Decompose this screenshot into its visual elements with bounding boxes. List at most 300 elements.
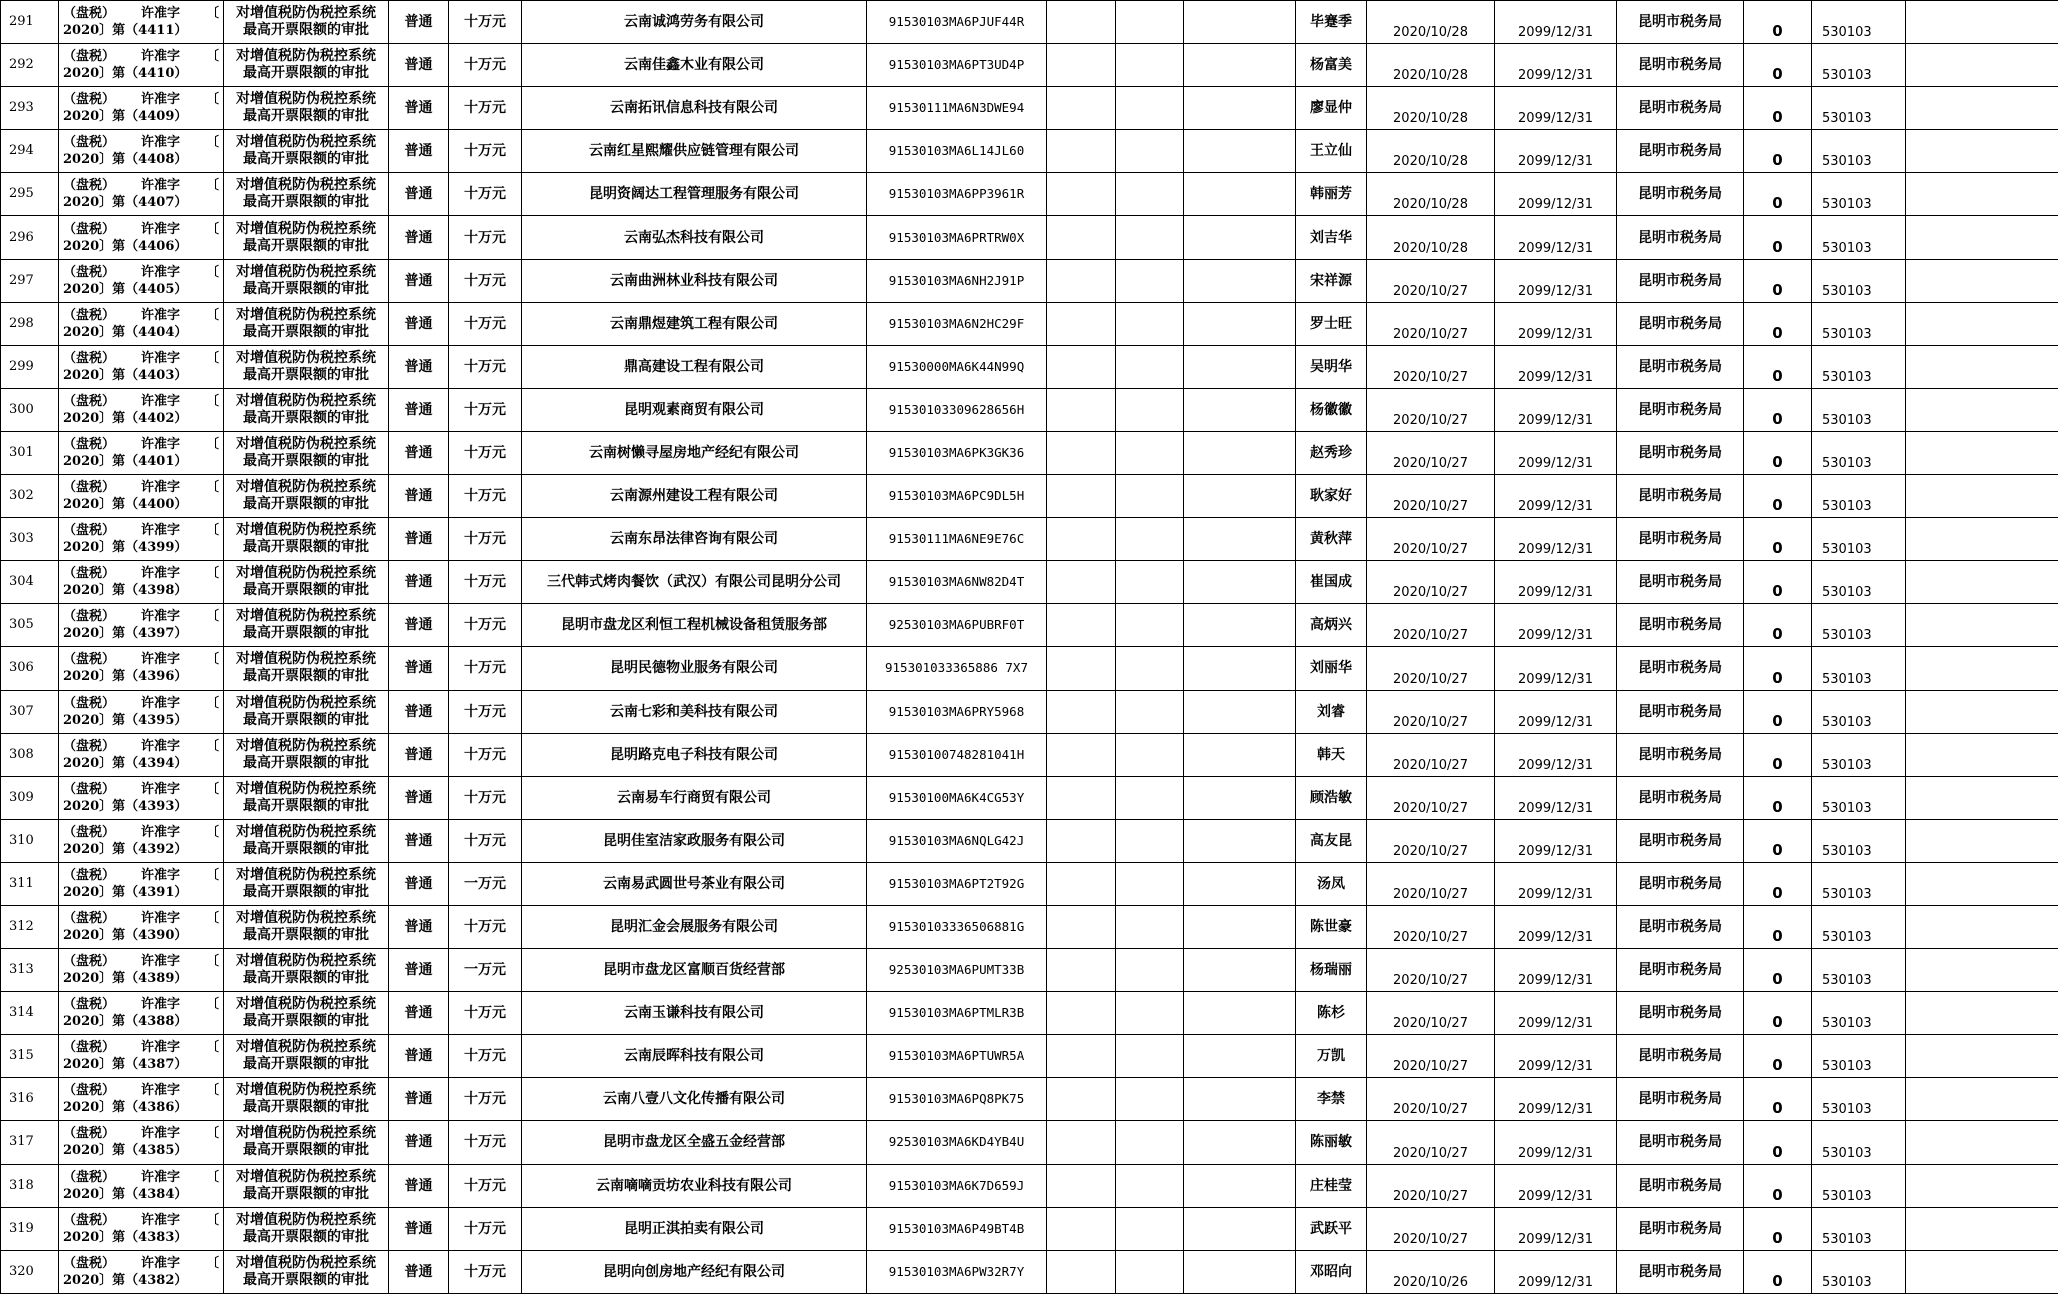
company-name: 昆明观素商贸有限公司 — [522, 388, 867, 431]
empty-cell — [1184, 518, 1296, 561]
legal-representative: 赵秀珍 — [1296, 431, 1367, 474]
approval-item: 对增值税防伪税控系统 最高开票限额的审批 — [224, 819, 389, 862]
approval-type: 普通 — [389, 776, 449, 819]
credit-code: 91530103MA6PRTRW0X — [867, 216, 1047, 259]
row-number: 317 — [1, 1121, 59, 1164]
region-code: 530103 — [1812, 302, 1906, 345]
status-code: 0 — [1744, 561, 1812, 604]
empty-cell — [1047, 1164, 1116, 1207]
empty-cell — [1047, 1207, 1116, 1250]
empty-cell — [1906, 905, 2058, 948]
empty-cell — [1184, 819, 1296, 862]
credit-code: 91530103MA6P49BT4B — [867, 1207, 1047, 1250]
region-code: 530103 — [1812, 1207, 1906, 1250]
table-body — [1, 1, 2058, 1294]
credit-code: 91530111MA6NE9E76C — [867, 518, 1047, 561]
credit-code: 91530000MA6K44N99Q — [867, 345, 1047, 388]
approval-type: 普通 — [389, 1078, 449, 1121]
region-code: 530103 — [1812, 905, 1906, 948]
table-row — [1, 690, 2058, 733]
empty-cell — [1184, 949, 1296, 992]
valid-from-date: 2020/10/27 — [1367, 475, 1495, 518]
region-code: 530103 — [1812, 776, 1906, 819]
document-number: （盘税） 许准字 〔 2020〕第（4399） — [59, 518, 224, 561]
table-row — [1, 345, 2058, 388]
empty-cell — [1116, 604, 1184, 647]
empty-cell — [1906, 647, 2058, 690]
empty-cell — [1906, 87, 2058, 130]
empty-cell — [1906, 1035, 2058, 1078]
valid-to-date: 2099/12/31 — [1495, 819, 1617, 862]
legal-representative: 陈杉 — [1296, 992, 1367, 1035]
approval-item: 对增值税防伪税控系统 最高开票限额的审批 — [224, 1, 389, 44]
approval-item: 对增值税防伪税控系统 最高开票限额的审批 — [224, 690, 389, 733]
issuing-authority: 昆明市税务局 — [1617, 733, 1744, 776]
invoice-limit: 十万元 — [449, 647, 522, 690]
row-number: 294 — [1, 130, 59, 173]
company-name: 云南拓讯信息科技有限公司 — [522, 87, 867, 130]
empty-cell — [1116, 561, 1184, 604]
company-name: 云南东昂法律咨询有限公司 — [522, 518, 867, 561]
valid-from-date: 2020/10/27 — [1367, 733, 1495, 776]
region-code: 530103 — [1812, 647, 1906, 690]
empty-cell — [1184, 561, 1296, 604]
table-row — [1, 647, 2058, 690]
company-name: 昆明资阔达工程管理服务有限公司 — [522, 173, 867, 216]
empty-cell — [1116, 690, 1184, 733]
valid-to-date: 2099/12/31 — [1495, 733, 1617, 776]
legal-representative: 刘吉华 — [1296, 216, 1367, 259]
status-code: 0 — [1744, 130, 1812, 173]
approval-item: 对增值税防伪税控系统 最高开票限额的审批 — [224, 1035, 389, 1078]
valid-from-date: 2020/10/27 — [1367, 518, 1495, 561]
empty-cell — [1116, 819, 1184, 862]
empty-cell — [1047, 1250, 1116, 1293]
document-number: （盘税） 许准字 〔 2020〕第（4405） — [59, 259, 224, 302]
status-code: 0 — [1744, 302, 1812, 345]
legal-representative: 杨徽徽 — [1296, 388, 1367, 431]
document-number: （盘税） 许准字 〔 2020〕第（4389） — [59, 949, 224, 992]
valid-to-date: 2099/12/31 — [1495, 345, 1617, 388]
table-row — [1, 862, 2058, 905]
row-number: 308 — [1, 733, 59, 776]
invoice-limit: 十万元 — [449, 44, 522, 87]
empty-cell — [1116, 259, 1184, 302]
status-code: 0 — [1744, 949, 1812, 992]
row-number: 300 — [1, 388, 59, 431]
status-code: 0 — [1744, 604, 1812, 647]
row-number: 319 — [1, 1207, 59, 1250]
empty-cell — [1906, 1164, 2058, 1207]
valid-from-date: 2020/10/27 — [1367, 1078, 1495, 1121]
credit-code: 91530100MA6K4CG53Y — [867, 776, 1047, 819]
company-name: 昆明民德物业服务有限公司 — [522, 647, 867, 690]
row-number: 296 — [1, 216, 59, 259]
approval-type: 普通 — [389, 259, 449, 302]
empty-cell — [1116, 130, 1184, 173]
approval-item: 对增值税防伪税控系统 最高开票限额的审批 — [224, 302, 389, 345]
empty-cell — [1047, 130, 1116, 173]
document-number: （盘税） 许准字 〔 2020〕第（4394） — [59, 733, 224, 776]
company-name: 昆明向创房地产经纪有限公司 — [522, 1250, 867, 1293]
issuing-authority: 昆明市税务局 — [1617, 604, 1744, 647]
document-number: （盘税） 许准字 〔 2020〕第（4410） — [59, 44, 224, 87]
status-code: 0 — [1744, 776, 1812, 819]
invoice-limit: 十万元 — [449, 1035, 522, 1078]
empty-cell — [1184, 302, 1296, 345]
valid-from-date: 2020/10/27 — [1367, 302, 1495, 345]
company-name: 云南树懒寻屋房地产经纪有限公司 — [522, 431, 867, 474]
issuing-authority: 昆明市税务局 — [1617, 992, 1744, 1035]
empty-cell — [1184, 1078, 1296, 1121]
legal-representative: 黄秋萍 — [1296, 518, 1367, 561]
row-number: 302 — [1, 475, 59, 518]
approval-item: 对增值税防伪税控系统 最高开票限额的审批 — [224, 561, 389, 604]
empty-cell — [1906, 259, 2058, 302]
approval-type: 普通 — [389, 130, 449, 173]
region-code: 530103 — [1812, 388, 1906, 431]
empty-cell — [1906, 1, 2058, 44]
status-code: 0 — [1744, 44, 1812, 87]
approval-type: 普通 — [389, 561, 449, 604]
empty-cell — [1047, 44, 1116, 87]
empty-cell — [1116, 44, 1184, 87]
empty-cell — [1906, 44, 2058, 87]
table-row — [1, 1250, 2058, 1293]
empty-cell — [1906, 819, 2058, 862]
row-number: 298 — [1, 302, 59, 345]
issuing-authority: 昆明市税务局 — [1617, 388, 1744, 431]
approval-type: 普通 — [389, 733, 449, 776]
company-name: 云南弘杰科技有限公司 — [522, 216, 867, 259]
credit-code: 91530103MA6PC9DL5H — [867, 475, 1047, 518]
table-row — [1, 1164, 2058, 1207]
document-number: （盘税） 许准字 〔 2020〕第（4406） — [59, 216, 224, 259]
legal-representative: 武跃平 — [1296, 1207, 1367, 1250]
valid-from-date: 2020/10/28 — [1367, 44, 1495, 87]
issuing-authority: 昆明市税务局 — [1617, 475, 1744, 518]
company-name: 云南源州建设工程有限公司 — [522, 475, 867, 518]
row-number: 303 — [1, 518, 59, 561]
empty-cell — [1906, 1250, 2058, 1293]
issuing-authority: 昆明市税务局 — [1617, 431, 1744, 474]
document-number: （盘税） 许准字 〔 2020〕第（4404） — [59, 302, 224, 345]
empty-cell — [1184, 905, 1296, 948]
row-number: 320 — [1, 1250, 59, 1293]
empty-cell — [1116, 1121, 1184, 1164]
issuing-authority: 昆明市税务局 — [1617, 302, 1744, 345]
empty-cell — [1906, 431, 2058, 474]
legal-representative: 顾浩敏 — [1296, 776, 1367, 819]
empty-cell — [1906, 862, 2058, 905]
approval-item: 对增值税防伪税控系统 最高开票限额的审批 — [224, 905, 389, 948]
status-code: 0 — [1744, 819, 1812, 862]
row-number: 301 — [1, 431, 59, 474]
row-number: 310 — [1, 819, 59, 862]
empty-cell — [1184, 130, 1296, 173]
empty-cell — [1906, 475, 2058, 518]
company-name: 云南嘀嘀贡坊农业科技有限公司 — [522, 1164, 867, 1207]
empty-cell — [1184, 1207, 1296, 1250]
valid-from-date: 2020/10/27 — [1367, 819, 1495, 862]
approval-item: 对增值税防伪税控系统 最高开票限额的审批 — [224, 431, 389, 474]
document-number: （盘税） 许准字 〔 2020〕第（4398） — [59, 561, 224, 604]
approval-type: 普通 — [389, 1035, 449, 1078]
legal-representative: 刘丽华 — [1296, 647, 1367, 690]
approval-item: 对增值税防伪税控系统 最高开票限额的审批 — [224, 992, 389, 1035]
approval-item: 对增值税防伪税控系统 最高开票限额的审批 — [224, 130, 389, 173]
invoice-limit: 十万元 — [449, 690, 522, 733]
empty-cell — [1906, 561, 2058, 604]
valid-from-date: 2020/10/27 — [1367, 949, 1495, 992]
row-number: 292 — [1, 44, 59, 87]
table-row — [1, 431, 2058, 474]
approval-item: 对增值税防伪税控系统 最高开票限额的审批 — [224, 1250, 389, 1293]
credit-code: 915301033365886 7X7 — [867, 647, 1047, 690]
valid-from-date: 2020/10/27 — [1367, 604, 1495, 647]
empty-cell — [1116, 302, 1184, 345]
company-name: 昆明正淇拍卖有限公司 — [522, 1207, 867, 1250]
empty-cell — [1906, 949, 2058, 992]
status-code: 0 — [1744, 1164, 1812, 1207]
empty-cell — [1906, 733, 2058, 776]
approval-item: 对增值税防伪税控系统 最高开票限额的审批 — [224, 949, 389, 992]
invoice-limit: 十万元 — [449, 431, 522, 474]
table-row — [1, 604, 2058, 647]
valid-from-date: 2020/10/27 — [1367, 690, 1495, 733]
approval-type: 普通 — [389, 1, 449, 44]
row-number: 313 — [1, 949, 59, 992]
valid-to-date: 2099/12/31 — [1495, 431, 1617, 474]
approval-type: 普通 — [389, 949, 449, 992]
status-code: 0 — [1744, 1035, 1812, 1078]
valid-to-date: 2099/12/31 — [1495, 1250, 1617, 1293]
valid-from-date: 2020/10/27 — [1367, 345, 1495, 388]
status-code: 0 — [1744, 733, 1812, 776]
empty-cell — [1184, 1035, 1296, 1078]
invoice-limit: 十万元 — [449, 992, 522, 1035]
empty-cell — [1116, 776, 1184, 819]
approval-item: 对增值税防伪税控系统 最高开票限额的审批 — [224, 647, 389, 690]
legal-representative: 万凯 — [1296, 1035, 1367, 1078]
legal-representative: 毕蹇季 — [1296, 1, 1367, 44]
empty-cell — [1906, 776, 2058, 819]
approval-item: 对增值税防伪税控系统 最高开票限额的审批 — [224, 216, 389, 259]
empty-cell — [1184, 604, 1296, 647]
document-number: （盘税） 许准字 〔 2020〕第（4387） — [59, 1035, 224, 1078]
empty-cell — [1047, 388, 1116, 431]
valid-to-date: 2099/12/31 — [1495, 173, 1617, 216]
valid-to-date: 2099/12/31 — [1495, 1035, 1617, 1078]
empty-cell — [1116, 905, 1184, 948]
legal-representative: 王立仙 — [1296, 130, 1367, 173]
credit-code: 91530103MA6NQLG42J — [867, 819, 1047, 862]
legal-representative: 韩丽芳 — [1296, 173, 1367, 216]
table-row — [1, 216, 2058, 259]
empty-cell — [1116, 216, 1184, 259]
approval-item: 对增值税防伪税控系统 最高开票限额的审批 — [224, 776, 389, 819]
valid-to-date: 2099/12/31 — [1495, 87, 1617, 130]
row-number: 291 — [1, 1, 59, 44]
credit-code: 91530103MA6PRY5968 — [867, 690, 1047, 733]
approval-type: 普通 — [389, 862, 449, 905]
credit-code: 91530103MA6PK3GK36 — [867, 431, 1047, 474]
empty-cell — [1906, 1121, 2058, 1164]
status-code: 0 — [1744, 1, 1812, 44]
credit-code: 91530103MA6L14JL60 — [867, 130, 1047, 173]
approval-type: 普通 — [389, 431, 449, 474]
issuing-authority: 昆明市税务局 — [1617, 776, 1744, 819]
approval-item: 对增值税防伪税控系统 最高开票限额的审批 — [224, 173, 389, 216]
legal-representative: 高友昆 — [1296, 819, 1367, 862]
invoice-limit: 十万元 — [449, 87, 522, 130]
company-name: 三代韩式烤肉餐饮（武汉）有限公司昆明分公司 — [522, 561, 867, 604]
invoice-limit: 十万元 — [449, 733, 522, 776]
approval-type: 普通 — [389, 44, 449, 87]
table-row — [1, 819, 2058, 862]
status-code: 0 — [1744, 87, 1812, 130]
approval-item: 对增值税防伪税控系统 最高开票限额的审批 — [224, 733, 389, 776]
empty-cell — [1047, 302, 1116, 345]
status-code: 0 — [1744, 173, 1812, 216]
empty-cell — [1116, 1, 1184, 44]
invoice-limit: 十万元 — [449, 819, 522, 862]
issuing-authority: 昆明市税务局 — [1617, 1207, 1744, 1250]
legal-representative: 廖显仲 — [1296, 87, 1367, 130]
table-row — [1, 87, 2058, 130]
invoice-limit: 十万元 — [449, 604, 522, 647]
company-name: 昆明市盘龙区全盛五金经营部 — [522, 1121, 867, 1164]
approval-item: 对增值税防伪税控系统 最高开票限额的审批 — [224, 518, 389, 561]
invoice-limit: 十万元 — [449, 776, 522, 819]
credit-code: 91530103MA6PQ8PK75 — [867, 1078, 1047, 1121]
empty-cell — [1047, 690, 1116, 733]
legal-representative: 陈丽敏 — [1296, 1121, 1367, 1164]
valid-to-date: 2099/12/31 — [1495, 302, 1617, 345]
region-code: 530103 — [1812, 1035, 1906, 1078]
table-row — [1, 949, 2058, 992]
valid-to-date: 2099/12/31 — [1495, 1121, 1617, 1164]
region-code: 530103 — [1812, 1121, 1906, 1164]
empty-cell — [1906, 518, 2058, 561]
region-code: 530103 — [1812, 259, 1906, 302]
invoice-limit: 十万元 — [449, 1078, 522, 1121]
valid-to-date: 2099/12/31 — [1495, 475, 1617, 518]
valid-to-date: 2099/12/31 — [1495, 44, 1617, 87]
company-name: 云南八壹八文化传播有限公司 — [522, 1078, 867, 1121]
credit-code: 92530103MA6PUMT33B — [867, 949, 1047, 992]
region-code: 530103 — [1812, 431, 1906, 474]
empty-cell — [1047, 949, 1116, 992]
table-row — [1, 992, 2058, 1035]
empty-cell — [1184, 388, 1296, 431]
document-number: （盘税） 许准字 〔 2020〕第（4395） — [59, 690, 224, 733]
credit-code: 91530103MA6PT2T92G — [867, 862, 1047, 905]
issuing-authority: 昆明市税务局 — [1617, 130, 1744, 173]
status-code: 0 — [1744, 1207, 1812, 1250]
legal-representative: 李禁 — [1296, 1078, 1367, 1121]
credit-code: 92530103MA6KD4YB4U — [867, 1121, 1047, 1164]
region-code: 530103 — [1812, 1250, 1906, 1293]
issuing-authority: 昆明市税务局 — [1617, 173, 1744, 216]
document-number: （盘税） 许准字 〔 2020〕第（4409） — [59, 87, 224, 130]
table-row — [1, 1121, 2058, 1164]
status-code: 0 — [1744, 862, 1812, 905]
issuing-authority: 昆明市税务局 — [1617, 819, 1744, 862]
approval-item: 对增值税防伪税控系统 最高开票限额的审批 — [224, 44, 389, 87]
issuing-authority: 昆明市税务局 — [1617, 345, 1744, 388]
empty-cell — [1184, 1121, 1296, 1164]
approval-item: 对增值税防伪税控系统 最高开票限额的审批 — [224, 87, 389, 130]
empty-cell — [1184, 1, 1296, 44]
empty-cell — [1047, 1035, 1116, 1078]
document-number: （盘税） 许准字 〔 2020〕第（4391） — [59, 862, 224, 905]
issuing-authority: 昆明市税务局 — [1617, 216, 1744, 259]
credit-code: 91530103MA6PJUF44R — [867, 1, 1047, 44]
legal-representative: 邓昭向 — [1296, 1250, 1367, 1293]
document-number: （盘税） 许准字 〔 2020〕第（4383） — [59, 1207, 224, 1250]
empty-cell — [1047, 905, 1116, 948]
invoice-limit: 十万元 — [449, 905, 522, 948]
empty-cell — [1184, 173, 1296, 216]
valid-to-date: 2099/12/31 — [1495, 690, 1617, 733]
company-name: 云南红星熙耀供应链管理有限公司 — [522, 130, 867, 173]
empty-cell — [1047, 776, 1116, 819]
issuing-authority: 昆明市税务局 — [1617, 518, 1744, 561]
approval-type: 普通 — [389, 388, 449, 431]
company-name: 云南佳鑫木业有限公司 — [522, 44, 867, 87]
region-code: 530103 — [1812, 345, 1906, 388]
valid-from-date: 2020/10/27 — [1367, 776, 1495, 819]
invoice-limit: 十万元 — [449, 1121, 522, 1164]
approval-type: 普通 — [389, 1250, 449, 1293]
credit-code: 91530103MA6PP3961R — [867, 173, 1047, 216]
empty-cell — [1906, 345, 2058, 388]
invoice-limit: 一万元 — [449, 949, 522, 992]
empty-cell — [1116, 733, 1184, 776]
valid-to-date: 2099/12/31 — [1495, 1078, 1617, 1121]
legal-representative: 陈世豪 — [1296, 905, 1367, 948]
region-code: 530103 — [1812, 733, 1906, 776]
legal-representative: 宋祥源 — [1296, 259, 1367, 302]
credit-code: 91530100748281041H — [867, 733, 1047, 776]
company-name: 鼎高建设工程有限公司 — [522, 345, 867, 388]
invoice-limit: 十万元 — [449, 1164, 522, 1207]
credit-code: 92530103MA6PUBRF0T — [867, 604, 1047, 647]
empty-cell — [1184, 690, 1296, 733]
document-number: （盘税） 许准字 〔 2020〕第（4396） — [59, 647, 224, 690]
approval-type: 普通 — [389, 604, 449, 647]
empty-cell — [1116, 949, 1184, 992]
document-number: （盘税） 许准字 〔 2020〕第（4401） — [59, 431, 224, 474]
issuing-authority: 昆明市税务局 — [1617, 1078, 1744, 1121]
company-name: 云南玉谦科技有限公司 — [522, 992, 867, 1035]
region-code: 530103 — [1812, 992, 1906, 1035]
table-row — [1, 1, 2058, 44]
legal-representative: 罗士旺 — [1296, 302, 1367, 345]
valid-to-date: 2099/12/31 — [1495, 647, 1617, 690]
valid-to-date: 2099/12/31 — [1495, 862, 1617, 905]
valid-from-date: 2020/10/27 — [1367, 905, 1495, 948]
invoice-limit: 一万元 — [449, 862, 522, 905]
document-number: （盘税） 许准字 〔 2020〕第（4392） — [59, 819, 224, 862]
empty-cell — [1047, 1, 1116, 44]
approval-item: 对增值税防伪税控系统 最高开票限额的审批 — [224, 1207, 389, 1250]
status-code: 0 — [1744, 1078, 1812, 1121]
empty-cell — [1906, 690, 2058, 733]
valid-to-date: 2099/12/31 — [1495, 518, 1617, 561]
valid-from-date: 2020/10/27 — [1367, 647, 1495, 690]
